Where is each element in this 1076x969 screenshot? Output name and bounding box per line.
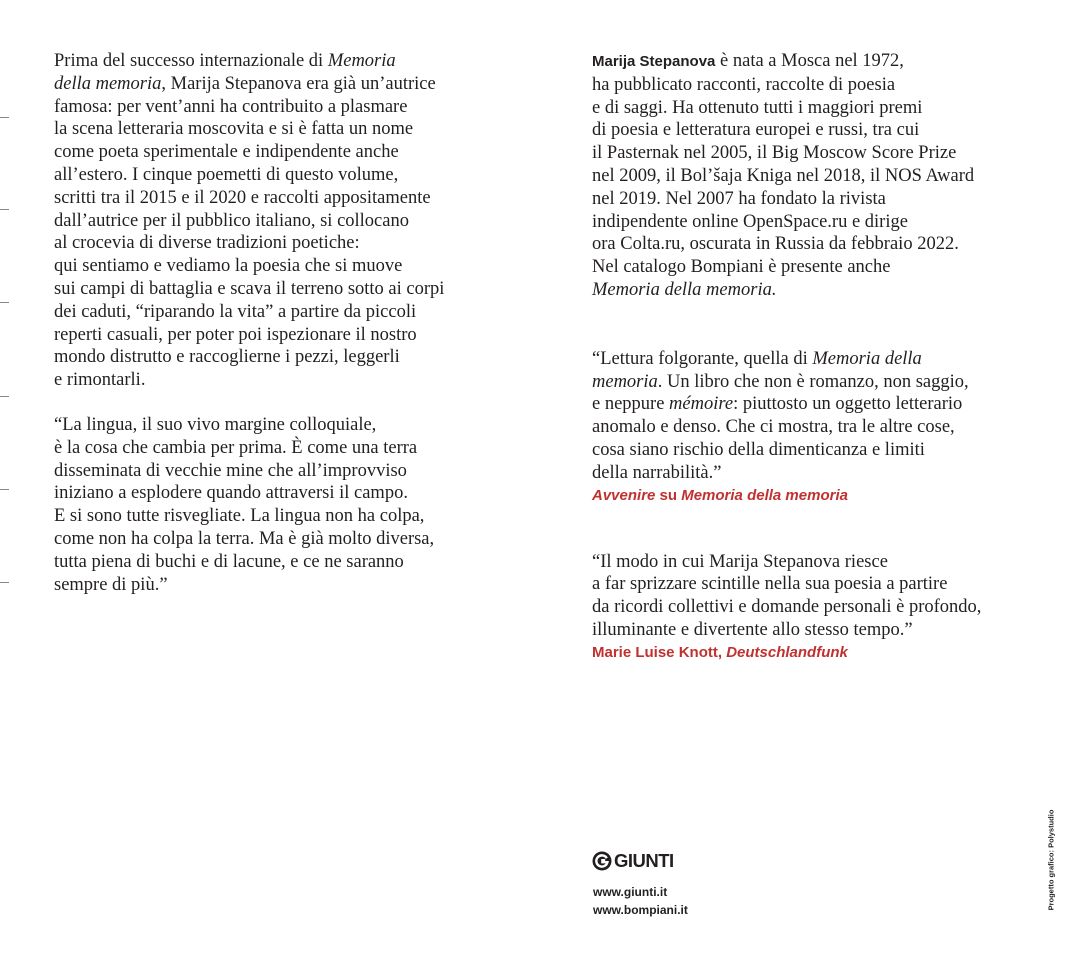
text-line: all’estero. I cinque poemetti di questo volume, bbox=[54, 164, 399, 185]
text-line: come poeta sperimentale e indipendente anche bbox=[54, 142, 399, 163]
author-bio bbox=[592, 50, 1032, 302]
text-line: dei caduti, “riparando la vita” a partire da piccoli bbox=[54, 301, 417, 322]
margin-tick bbox=[0, 302, 9, 303]
book-title: Memoria bbox=[327, 51, 396, 71]
author-quote-paragraph bbox=[54, 414, 494, 596]
text-run: e neppure bbox=[592, 394, 670, 415]
text-line: da ricordi collettivi e domande personali è profondo, bbox=[592, 597, 982, 618]
synopsis-paragraph bbox=[54, 50, 494, 392]
text-line: disseminata di vecchie mine che all’improvviso bbox=[54, 460, 407, 481]
source-name: Deutschlandfunk bbox=[726, 643, 848, 661]
book-title: Memoria della bbox=[812, 348, 922, 369]
margin-tick bbox=[0, 489, 9, 490]
text-line: tutta piena di buchi e di lacune, e ce ne saranno bbox=[54, 551, 404, 572]
review-quote-1 bbox=[592, 348, 1032, 485]
text-run: , Marija Stepanova era già un’autrice bbox=[161, 73, 436, 94]
text-line: qui sentiamo e vediamo la poesia che si muove bbox=[54, 256, 403, 277]
website-link-giunti[interactable]: www.giunti.it bbox=[593, 885, 668, 899]
text-line bbox=[592, 393, 1032, 416]
text-line: cosa siano rischio della dimenticanza e limiti bbox=[592, 439, 925, 460]
review-attribution-2 bbox=[592, 642, 1032, 664]
text-line: dall’autrice per il pubblico italiano, si collocano bbox=[54, 210, 409, 231]
text-line: la scena letteraria moscovita e si è fatta un nome bbox=[54, 119, 414, 140]
text-line: nel 2019. Nel 2007 ha fondato la rivista bbox=[592, 188, 886, 209]
margin-tick bbox=[0, 582, 9, 583]
text-line: ora Colta.ru, oscurata in Russia da febbraio 2022. bbox=[592, 234, 959, 255]
left-column bbox=[54, 50, 494, 596]
text-line: della narrabilità.” bbox=[592, 462, 722, 483]
text-line: e rimontarli. bbox=[54, 370, 146, 391]
text-line: ha pubblicato racconti, raccolte di poesia bbox=[592, 74, 896, 95]
logo-wordmark: GIUNTI bbox=[614, 850, 674, 871]
text-line: illuminante e divertente allo stesso tempo.” bbox=[592, 619, 913, 640]
text-line: iniziano a esplodere quando attraversi il campo. bbox=[54, 483, 408, 504]
book-title: della memoria bbox=[54, 73, 162, 94]
text-run: . Un libro che non è romanzo, non saggio, bbox=[657, 371, 969, 392]
source-name: Avvenire bbox=[592, 486, 656, 504]
book-title: Memoria della memoria. bbox=[592, 279, 777, 300]
text-line: E si sono tutte risvegliate. La lingua non ha colpa, bbox=[54, 506, 425, 527]
text-line: scritti tra il 2015 e il 2020 e raccolti appositamente bbox=[54, 187, 431, 208]
text-line bbox=[592, 371, 1032, 394]
text-line bbox=[54, 73, 494, 96]
text-line: famosa: per vent’anni ha contribuito a plasmare bbox=[54, 96, 408, 117]
text-line: “La lingua, il suo vivo margine colloquiale, bbox=[54, 414, 377, 435]
margin-tick bbox=[0, 396, 9, 397]
book-title: memoria bbox=[592, 371, 658, 392]
margin-tick bbox=[0, 117, 9, 118]
author-name: Marija Stepanova bbox=[592, 53, 716, 70]
text-line: nel 2009, il Bol’šaja Kniga nel 2018, il NOS Award bbox=[592, 165, 975, 186]
text-line bbox=[592, 50, 1032, 74]
design-credit: Progetto grafico: Polystudio bbox=[1046, 809, 1056, 911]
text-run: : piuttosto un oggetto letterario bbox=[733, 394, 963, 415]
text-run: Prima del successo internazionale di bbox=[54, 51, 328, 71]
right-column bbox=[592, 50, 1032, 664]
text-line: sui campi di battaglia e scava il terreno sotto ai corpi bbox=[54, 278, 445, 299]
text-line: Nel catalogo Bompiani è presente anche bbox=[592, 257, 891, 278]
giunti-logo bbox=[592, 849, 674, 873]
book-title: Memoria della memoria bbox=[681, 486, 848, 504]
text-line: a far sprizzare scintille nella sua poesia a partire bbox=[592, 574, 948, 595]
text-run: “Lettura folgorante, quella di bbox=[592, 348, 813, 369]
publisher-websites bbox=[593, 884, 688, 919]
review-attribution-1 bbox=[592, 485, 1032, 507]
text-line: al crocevia di diverse tradizioni poetiche: bbox=[54, 233, 360, 254]
text-line: e di saggi. Ha ottenuto tutti i maggiori premi bbox=[592, 97, 923, 118]
review-quote-2 bbox=[592, 551, 1032, 642]
text-line bbox=[54, 50, 494, 73]
margin-tick bbox=[0, 209, 9, 210]
text-line: di poesia e letteratura europei e russi, tra cui bbox=[592, 120, 920, 141]
text-line: sempre di più.” bbox=[54, 574, 168, 595]
text-line: il Pasternak nel 2005, il Big Moscow Score Prize bbox=[592, 143, 957, 164]
text-line: come non ha colpa la terra. Ma è già molto diversa, bbox=[54, 528, 435, 549]
text-run: su bbox=[655, 486, 682, 504]
text-line bbox=[592, 348, 1032, 371]
website-link-bompiani[interactable]: www.bompiani.it bbox=[593, 902, 688, 917]
text-line: anomalo e denso. Che ci mostra, tra le altre cose, bbox=[592, 417, 955, 438]
reviewer-name: Marie Luise Knott, bbox=[592, 643, 727, 661]
text-line: “Il modo in cui Marija Stepanova riesce bbox=[592, 551, 888, 572]
text-line: è la cosa che cambia per prima. È come una terra bbox=[54, 437, 418, 458]
text-line: mondo distrutto e raccoglierne i pezzi, leggerli bbox=[54, 347, 400, 368]
giunti-g-icon bbox=[592, 851, 612, 871]
text-line: indipendente online OpenSpace.ru e dirige bbox=[592, 211, 908, 232]
italic-word: mémoire bbox=[669, 394, 734, 415]
text-run: è nata a Mosca nel 1972, bbox=[715, 51, 904, 71]
text-line: reperti casuali, per poter poi ispezionare il nostro bbox=[54, 324, 417, 345]
